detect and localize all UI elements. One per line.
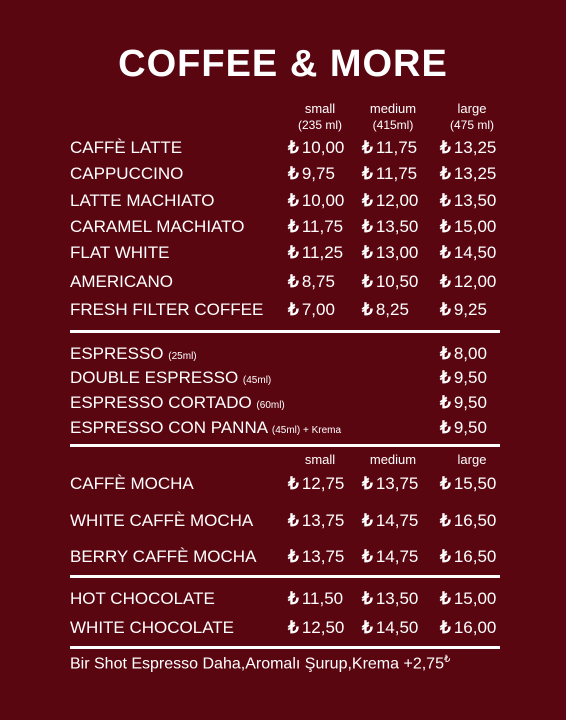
price-value: 11,75	[375, 164, 418, 183]
price-medium	[362, 191, 418, 211]
price-medium	[362, 217, 418, 237]
price-value: 8,25	[375, 300, 409, 319]
menu-item	[0, 138, 566, 164]
currency-symbol: ₺	[440, 618, 451, 637]
price-small	[288, 191, 344, 211]
currency-symbol: ₺	[362, 272, 373, 291]
currency-symbol: ₺	[362, 191, 373, 210]
price-value: 13,50	[375, 217, 419, 236]
item-name	[70, 368, 271, 388]
menu-item	[0, 589, 566, 615]
price-small	[288, 547, 344, 567]
price-value: 9,25	[453, 300, 487, 319]
currency-symbol: ₺	[288, 217, 299, 236]
item-name: BERRY CAFFÈ MOCHA	[70, 547, 257, 566]
price-medium	[362, 243, 418, 263]
price-value: 11,75	[375, 138, 418, 157]
currency-symbol: ₺	[362, 589, 373, 608]
price-value: 12,50	[301, 618, 345, 637]
price-small	[288, 618, 344, 638]
currency-symbol: ₺	[288, 474, 299, 493]
currency-symbol: ₺	[288, 300, 299, 319]
item-name: FRESH FILTER COFFEE	[70, 300, 264, 319]
price-value: 15,00	[453, 217, 497, 236]
price-large	[440, 138, 496, 158]
currency-symbol: ₺	[288, 511, 299, 530]
size-volume: (415ml)	[372, 118, 414, 132]
currency-symbol: ₺	[288, 547, 299, 566]
size-header-large	[440, 101, 504, 133]
menu-item	[0, 474, 566, 500]
size-label: large	[457, 101, 487, 116]
page-title: COFFEE & MORE	[118, 43, 448, 85]
item-name	[70, 418, 341, 438]
price-large	[440, 217, 496, 237]
menu-item	[0, 272, 566, 298]
price-value: 16,50	[453, 511, 497, 530]
menu-item	[0, 300, 566, 326]
price-value: 8,75	[301, 272, 335, 291]
price-value: 9,50	[453, 393, 487, 412]
price-value: 14,75	[375, 547, 419, 566]
price-value: 16,00	[453, 618, 497, 637]
price-value: 14,50	[375, 618, 419, 637]
price-large	[440, 300, 487, 320]
item-name: CAFFÈ LATTE	[70, 138, 183, 157]
size-header-small	[290, 101, 350, 133]
menu-item	[0, 547, 566, 573]
divider	[70, 646, 500, 649]
price-value: 13,50	[375, 589, 419, 608]
item-name: WHITE CHOCOLATE	[70, 618, 235, 637]
item-name-text: ESPRESSO CORTADO	[70, 393, 252, 412]
price-small	[288, 474, 344, 494]
currency-symbol: ₺	[440, 272, 451, 291]
currency-symbol: ₺	[288, 272, 299, 291]
divider	[70, 330, 500, 333]
currency-symbol: ₺	[288, 243, 299, 262]
price-value: 13,00	[375, 243, 419, 262]
currency-symbol: ₺	[362, 217, 373, 236]
divider	[70, 575, 500, 578]
currency-symbol: ₺	[288, 618, 299, 637]
price-value: 16,50	[453, 547, 497, 566]
price-value: 13,75	[301, 547, 345, 566]
currency-symbol: ₺	[440, 547, 451, 566]
price-small	[288, 138, 344, 158]
footer-note	[70, 654, 450, 673]
price-medium	[362, 272, 418, 292]
item-name: CAPPUCCINO	[70, 164, 184, 183]
price-large	[440, 272, 496, 292]
item-name: LATTE MACHIATO	[70, 191, 215, 210]
currency-symbol: ₺	[440, 138, 451, 157]
price-single	[440, 368, 487, 388]
item-name: CAFFÈ MOCHA	[70, 474, 194, 493]
size-label: medium	[369, 101, 417, 116]
item-name: CARAMEL MACHIATO	[70, 217, 245, 236]
currency-symbol: ₺	[362, 547, 373, 566]
price-value: 11,75	[301, 217, 344, 236]
price-value: 10,00	[301, 138, 345, 157]
currency-symbol: ₺	[288, 589, 299, 608]
currency-symbol: ₺	[440, 418, 451, 437]
price-medium	[362, 474, 418, 494]
footer-currency: ₺	[443, 654, 451, 665]
currency-symbol: ₺	[362, 164, 373, 183]
item-name-text: DOUBLE ESPRESSO	[70, 368, 239, 387]
item-name-text: ESPRESSO CON PANNA	[70, 418, 268, 437]
currency-symbol: ₺	[362, 618, 373, 637]
currency-symbol: ₺	[362, 511, 373, 530]
price-value: 13,75	[375, 474, 419, 493]
price-value: 15,00	[453, 589, 497, 608]
menu-item	[0, 393, 566, 419]
price-value: 14,50	[453, 243, 497, 262]
price-value: 14,75	[375, 511, 419, 530]
price-medium	[362, 164, 417, 184]
price-large	[440, 474, 496, 494]
currency-symbol: ₺	[362, 300, 373, 319]
mocha-header-large: large	[457, 452, 487, 467]
price-value: 13,50	[453, 191, 497, 210]
price-value: 10,50	[375, 272, 419, 291]
price-large	[440, 618, 496, 638]
price-medium	[362, 589, 418, 609]
price-small	[288, 217, 343, 237]
item-name: AMERICANO	[70, 272, 173, 291]
price-small	[288, 272, 335, 292]
currency-symbol: ₺	[440, 243, 451, 262]
price-value: 9,75	[301, 164, 335, 183]
menu-item	[0, 368, 566, 394]
price-medium	[362, 547, 418, 567]
item-name: WHITE CAFFÈ MOCHA	[70, 511, 254, 530]
menu-item	[0, 511, 566, 537]
currency-symbol: ₺	[440, 191, 451, 210]
currency-symbol: ₺	[288, 138, 299, 157]
footer-text: Bir Shot Espresso Daha,Aromalı Şurup,Krema +2,75	[70, 655, 444, 673]
menu-item	[0, 618, 566, 644]
item-name: FLAT WHITE	[70, 243, 170, 262]
price-value: 12,00	[375, 191, 419, 210]
currency-symbol: ₺	[440, 368, 451, 387]
price-medium	[362, 618, 418, 638]
price-value: 15,50	[453, 474, 497, 493]
price-value: 8,00	[453, 344, 487, 363]
size-volume: (235 ml)	[297, 118, 342, 132]
currency-symbol: ₺	[362, 138, 373, 157]
currency-symbol: ₺	[362, 474, 373, 493]
size-volume: (475 ml)	[449, 118, 494, 132]
price-single	[440, 393, 487, 413]
currency-symbol: ₺	[440, 164, 451, 183]
price-value: 7,00	[301, 300, 335, 319]
price-value: 13,25	[453, 164, 497, 183]
price-large	[440, 511, 496, 531]
item-volume-note: (45ml) + Krema	[271, 425, 342, 436]
currency-symbol: ₺	[288, 164, 299, 183]
currency-symbol: ₺	[440, 589, 451, 608]
price-value: 11,50	[301, 589, 344, 608]
price-small	[288, 511, 344, 531]
size-label: small	[304, 101, 336, 116]
currency-symbol: ₺	[440, 300, 451, 319]
price-large	[440, 589, 496, 609]
item-volume-note: (60ml)	[256, 400, 285, 411]
price-large	[440, 547, 496, 567]
price-value: 9,50	[453, 418, 487, 437]
divider	[70, 444, 500, 447]
price-large	[440, 164, 496, 184]
currency-symbol: ₺	[440, 511, 451, 530]
price-medium	[362, 138, 417, 158]
currency-symbol: ₺	[440, 393, 451, 412]
price-small	[288, 243, 343, 263]
menu-item	[0, 217, 566, 243]
item-volume-note: (45ml)	[242, 375, 272, 386]
price-small	[288, 300, 335, 320]
currency-symbol: ₺	[440, 474, 451, 493]
currency-symbol: ₺	[440, 217, 451, 236]
currency-symbol: ₺	[440, 344, 451, 363]
mocha-header-medium: medium	[369, 452, 417, 467]
item-name-text: ESPRESSO	[70, 344, 164, 363]
price-medium	[362, 300, 409, 320]
item-name: HOT CHOCOLATE	[70, 589, 215, 608]
price-value: 11,25	[301, 243, 344, 262]
price-large	[440, 243, 496, 263]
price-medium	[362, 511, 418, 531]
price-small	[288, 589, 343, 609]
price-value: 12,75	[301, 474, 345, 493]
price-value: 10,00	[301, 191, 345, 210]
menu-item	[0, 344, 566, 370]
menu-item	[0, 418, 566, 444]
currency-symbol: ₺	[288, 191, 299, 210]
menu-item	[0, 164, 566, 190]
price-value: 9,50	[453, 368, 487, 387]
price-large	[440, 191, 496, 211]
menu-item	[0, 243, 566, 269]
item-name	[70, 393, 285, 413]
price-single	[440, 344, 487, 364]
price-value: 12,00	[453, 272, 497, 291]
mocha-header-small: small	[304, 452, 336, 467]
price-value: 13,25	[453, 138, 497, 157]
menu-item	[0, 191, 566, 217]
size-header-medium	[358, 101, 428, 133]
price-small	[288, 164, 335, 184]
item-volume-note: (25ml)	[168, 351, 197, 362]
price-single	[440, 418, 487, 438]
currency-symbol: ₺	[362, 243, 373, 262]
item-name	[70, 344, 197, 364]
price-value: 13,75	[301, 511, 345, 530]
